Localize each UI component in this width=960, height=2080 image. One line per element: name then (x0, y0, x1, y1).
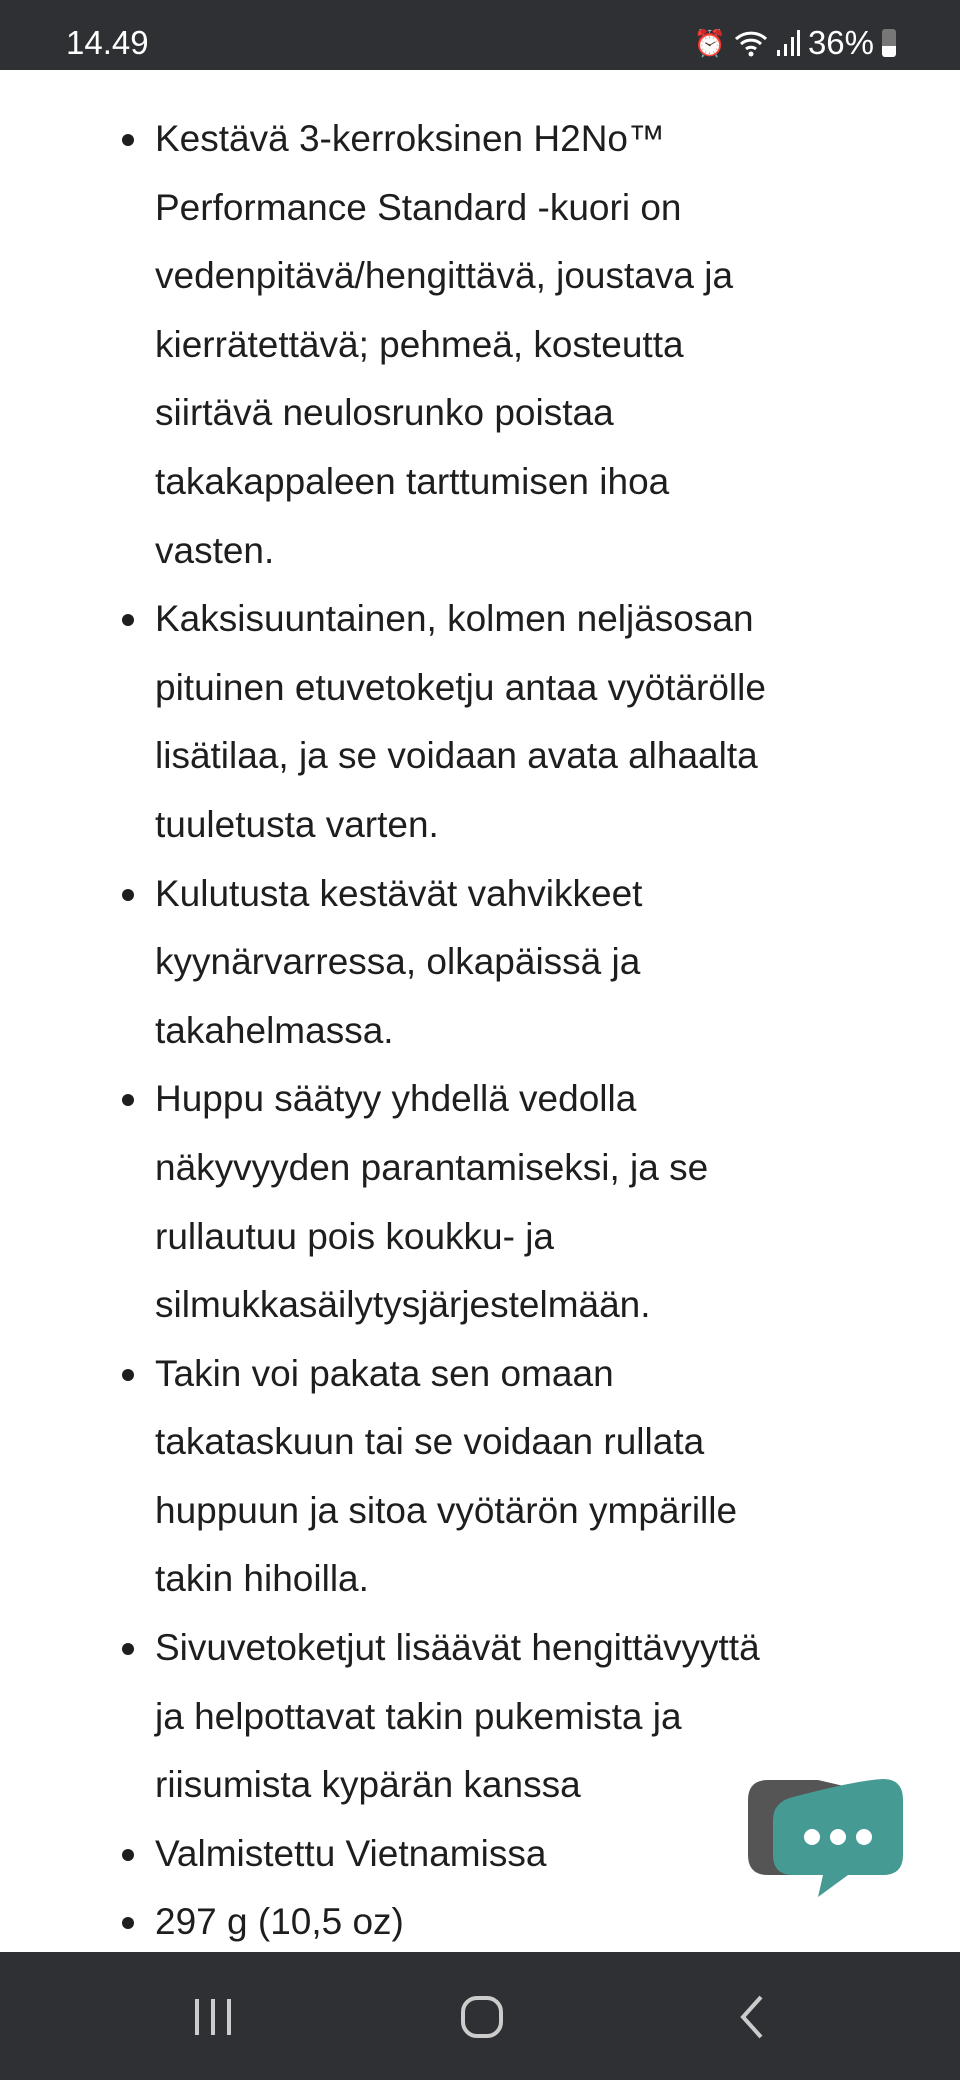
feature-text-line: siirtävä neulosrunko poistaa (155, 392, 614, 434)
feature-text-line: Huppu säätyy yhdellä vedolla (155, 1078, 637, 1120)
feature-list-item (0, 860, 960, 1066)
feature-text-line: vedenpitävä/hengittävä, joustava ja (155, 255, 734, 297)
recent-apps-button[interactable] (183, 1992, 243, 2042)
feature-text-line: kierrätettävä; pehmeä, kosteutta (155, 323, 684, 365)
feature-text-line: Performance Standard -kuori on (155, 186, 682, 228)
feature-text-line: Sivuvetoketjut lisäävät hengittävyyttä (155, 1627, 760, 1669)
feature-text-line: 297 g (10,5 oz) (155, 1901, 404, 1943)
feature-text-line: vasten. (155, 529, 275, 571)
feature-text-line: Kulutusta kestävät vahvikkeet (155, 872, 643, 914)
wifi-icon (734, 29, 768, 57)
recent-apps-icon (191, 1997, 235, 2037)
feature-text-line: lisätilaa, ja se voidaan avata alhaalta (155, 735, 758, 777)
alarm-icon: ⏰ (693, 27, 726, 58)
feature-list (0, 105, 960, 1957)
product-features (0, 105, 960, 1957)
feature-text-line: pituinen etuvetoketju antaa vyötärölle (155, 666, 766, 708)
feature-text-line: Kaksisuuntainen, kolmen neljäsosan (155, 598, 754, 640)
dot-icon (804, 1829, 820, 1845)
feature-text-line: Kestävä 3-kerroksinen H2No™ (155, 118, 665, 159)
back-icon (737, 1994, 767, 2040)
feature-text-line: takataskuun tai se voidaan rullata (155, 1421, 705, 1463)
back-button[interactable] (722, 1992, 782, 2042)
feature-text-line: ja helpottavat takin pukemista ja (155, 1695, 682, 1737)
feature-text-line: takin hihoilla. (155, 1558, 369, 1600)
feature-text-line: silmukkasäilytysjärjestelmään. (155, 1284, 651, 1326)
status-time: 14.49 (66, 24, 149, 61)
feature-text-line: rullautuu pois koukku- ja (155, 1215, 554, 1257)
feature-list-item (0, 105, 960, 585)
signal-icon (776, 30, 800, 56)
home-icon (460, 1995, 504, 2039)
feature-text-line: Takin voi pakata sen omaan (155, 1352, 614, 1394)
home-button[interactable] (452, 1992, 512, 2042)
battery-percent: 36% (807, 24, 874, 61)
battery-icon (882, 29, 896, 57)
navigation-bar (0, 1952, 960, 2080)
feature-text-line: riisumista kypärän kanssa (155, 1764, 581, 1806)
feature-list-item (0, 1340, 960, 1614)
feature-text-line: huppuun ja sitoa vyötärön ympärille (155, 1489, 738, 1531)
feature-text-line: kyynärvarressa, olkapäissä ja (155, 941, 641, 983)
chat-button[interactable] (748, 1775, 908, 1900)
feature-list-item (0, 585, 960, 859)
feature-text-line: takakappaleen tarttumisen ihoa (155, 460, 670, 502)
feature-list-item (0, 1065, 960, 1339)
feature-text-line: näkyvyyden parantamiseksi, ja se (155, 1146, 709, 1188)
feature-text-line: takahelmassa. (155, 1009, 394, 1051)
feature-text-line: tuuletusta varten. (155, 803, 439, 845)
status-bar (0, 0, 960, 70)
feature-text-line: Valmistettu Vietnamissa (155, 1832, 547, 1874)
